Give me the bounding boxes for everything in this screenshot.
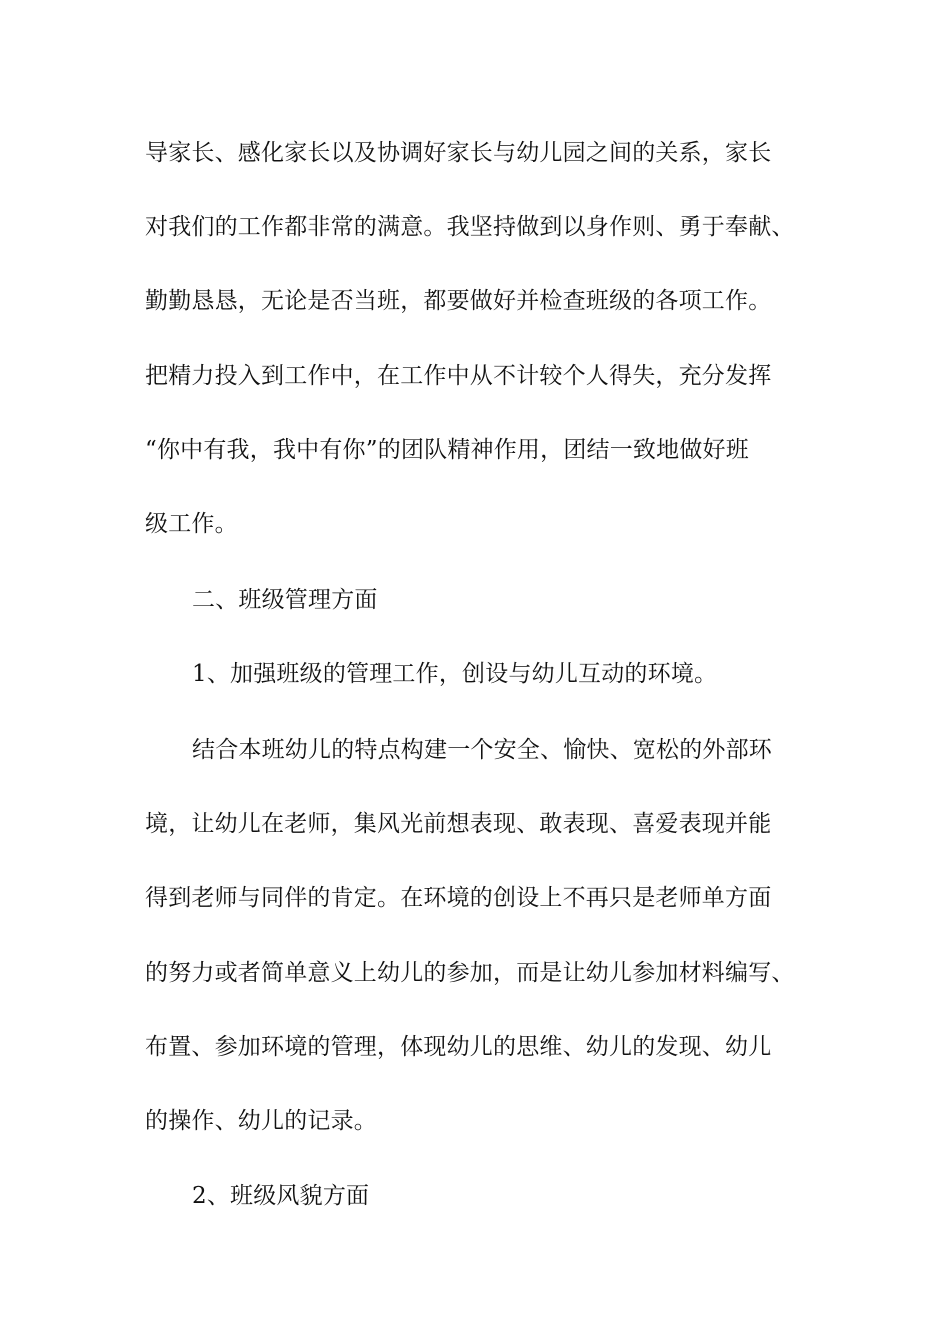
subsection-heading: 1、加强班级的管理工作，创设与幼儿互动的环境。: [192, 661, 718, 687]
paragraph-line: 导家长、感化家长以及协调好家长与幼儿园之间的关系，家长: [145, 140, 772, 166]
paragraph-line: 布置、参加环境的管理，体现幼儿的思维、幼儿的发现、幼儿: [145, 1034, 772, 1060]
paragraph-line: 的努力或者简单意义上幼儿的参加，而是让幼儿参加材料编写、: [145, 960, 795, 986]
section-heading: 二、班级管理方面: [192, 587, 378, 613]
paragraph-line: 勤勤恳恳，无论是否当班，都要做好并检查班级的各项工作。: [145, 288, 772, 314]
paragraph-line: 级工作。: [145, 511, 238, 537]
subsection-heading: 2、班级风貌方面: [192, 1183, 370, 1209]
paragraph-line: 的操作、幼儿的记录。: [145, 1108, 377, 1134]
paragraph-line: 对我们的工作都非常的满意。我坚持做到以身作则、勇于奉献、: [145, 214, 795, 240]
paragraph-line: 把精力投入到工作中，在工作中从不计较个人得失，充分发挥: [145, 363, 772, 389]
paragraph-line: 得到老师与同伴的肯定。在环境的创设上不再只是老师单方面: [145, 885, 772, 911]
paragraph-line: “你中有我，我中有你”的团队精神作用，团结一致地做好班: [145, 437, 749, 463]
paragraph-line: 境，让幼儿在老师，集风光前想表现、敢表现、喜爱表现并能: [145, 811, 772, 837]
paragraph-line: 结合本班幼儿的特点构建一个安全、愉快、宽松的外部环: [192, 737, 772, 763]
